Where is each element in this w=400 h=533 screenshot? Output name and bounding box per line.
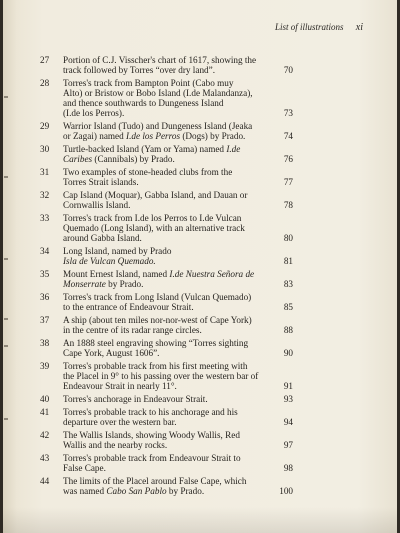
entry-number: 32 [40, 190, 50, 200]
entry-page-number: 74 [283, 131, 293, 141]
entry-number: 36 [40, 292, 50, 302]
entry-number: 30 [40, 144, 50, 154]
entry-caption: The limits of the Placel around False Cape, which was named Cabo San Pablo by Prado. [63, 476, 247, 496]
entry-number: 28 [40, 78, 50, 88]
list-item [3, 361, 397, 391]
entry-number: 40 [40, 394, 50, 404]
entry-page-number: 93 [283, 394, 293, 404]
entry-caption: Two examples of stone-headed clubs from the Torres Strait islands. [63, 167, 233, 187]
entry-caption: A ship (about ten miles nor-nor-west of Cape York) in the centre of its radar range circles. [63, 315, 252, 335]
entry-number: 33 [40, 213, 50, 223]
entry-number: 43 [40, 453, 50, 463]
list-item [3, 167, 397, 187]
entry-page-number: 88 [283, 325, 293, 335]
entry-caption: Turtle-backed Island (Yam or Yama) named I.de Caribes (Cannibals) by Prado. [63, 144, 241, 164]
entry-caption: An 1888 steel engraving showing “Torres sighting Cape York, August 1606”. [63, 338, 249, 358]
list-item [3, 246, 397, 266]
entry-page-number: 85 [283, 302, 293, 312]
list-item [3, 190, 397, 210]
entry-caption: Cap Island (Moquar), Gabba Island, and Dauan or Cornwallis Island. [63, 190, 248, 210]
list-item [3, 121, 397, 141]
entry-number: 42 [40, 430, 50, 440]
list-item [3, 394, 397, 404]
entry-number: 29 [40, 121, 50, 131]
entry-page-number: 83 [283, 279, 293, 289]
entry-page-number: 81 [283, 256, 293, 266]
entry-caption: Torres's track from Long Island (Vulcan Quemado) to the entrance of Endeavour Strait. [63, 292, 252, 312]
page-shadow [3, 507, 397, 533]
running-head [275, 22, 363, 33]
entry-caption: Torres's probable track from Endeavour Strait to False Cape. [63, 453, 241, 473]
entry-caption: Torres's probable track to his anchorage and his departure over the western bar. [63, 407, 238, 427]
list-item [3, 78, 397, 118]
list-item [3, 269, 397, 289]
entry-number: 31 [40, 167, 50, 177]
entry-page-number: 78 [283, 200, 293, 210]
running-head-title: List of illustrations [275, 22, 344, 32]
entry-caption: Torres's anchorage in Endeavour Strait. [63, 394, 208, 404]
list-item [3, 144, 397, 164]
entry-caption: The Wallis Islands, showing Woody Wallis, Red Wallis and the nearby rocks. [63, 430, 240, 450]
entry-caption: Mount Ernest Island, named I.de Nuestra Señora de Monserrate by Prado. [63, 269, 255, 289]
entry-number: 44 [40, 476, 50, 486]
entry-number: 34 [40, 246, 50, 256]
entry-caption: Warrior Island (Tudo) and Dungeness Island (Jeaka or Zagai) named I.de los Perros (Dogs) by Prado. [63, 121, 253, 141]
entry-caption: Torres's track from Bampton Point (Cabo muy Alto) or Bristow or Bobo Island (I.de Malandanza), and thence southwards to Dungeness Island (I.de los Perros). [63, 78, 253, 118]
entry-number: 27 [40, 55, 50, 65]
entry-caption: Torres's track from I.de los Perros to I.de Vulcan Quemado (Long Island), with an alternative track around Gabba Island. [63, 213, 245, 243]
entry-page-number: 98 [283, 463, 293, 473]
book-page [3, 0, 397, 533]
list-item [3, 453, 397, 473]
entry-caption: Long Island, named by Prado Isla de Vulcan Quemado. [63, 246, 172, 266]
running-head-page-number: xi [355, 22, 363, 33]
entry-number: 38 [40, 338, 50, 348]
list-item [3, 213, 397, 243]
entry-number: 37 [40, 315, 50, 325]
entry-page-number: 73 [283, 108, 293, 118]
entry-page-number: 90 [283, 348, 293, 358]
list-item [3, 55, 397, 75]
entry-page-number: 70 [283, 65, 293, 75]
list-item [3, 430, 397, 450]
entry-page-number: 91 [283, 381, 293, 391]
entry-page-number: 76 [283, 154, 293, 164]
entry-caption: Portion of C.J. Visscher's chart of 1617, showing the track followed by Torres “over dry land”. [63, 55, 257, 75]
illustrations-list [3, 55, 397, 499]
list-item [3, 407, 397, 427]
entry-number: 35 [40, 269, 50, 279]
list-item [3, 338, 397, 358]
list-item [3, 315, 397, 335]
entry-page-number: 80 [283, 233, 293, 243]
list-item [3, 476, 397, 496]
entry-page-number: 77 [283, 177, 293, 187]
entry-page-number: 97 [283, 440, 293, 450]
entry-page-number: 100 [279, 486, 293, 496]
list-item [3, 292, 397, 312]
entry-number: 39 [40, 361, 50, 371]
entry-number: 41 [40, 407, 50, 417]
entry-caption: Torres's probable track from his first meeting with the Placel in 9° to his passing over the western bar of Endeavour Strait in nearly 11°. [63, 361, 259, 391]
entry-page-number: 94 [283, 417, 293, 427]
